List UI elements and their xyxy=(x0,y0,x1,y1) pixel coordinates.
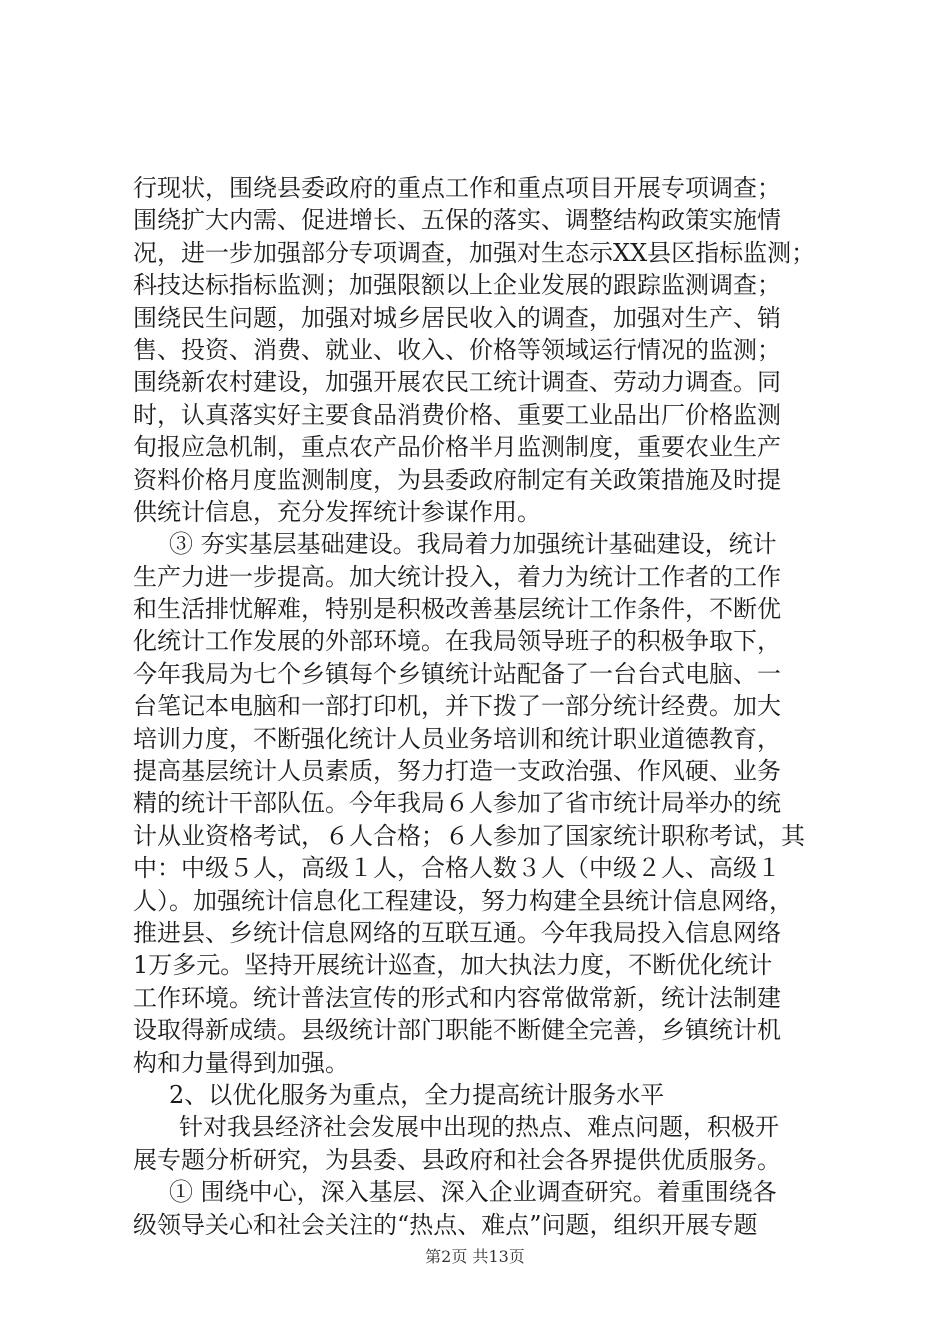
text-line: 围绕民生问题，加强对城乡居民收入的调查，加强对生产、销 xyxy=(133,303,781,332)
text-line: 科技达标指标监测；加强限额以上企业发展的跟踪监测调查； xyxy=(133,271,781,300)
text-line: 围绕扩大内需、促进增长、五保的落实、调整结构政策实施情 xyxy=(133,206,781,235)
text-line: 1万多元。坚持开展统计巡查，加大执法力度，不断优化统计 xyxy=(133,951,773,980)
page-footer: 第2页 共13页 xyxy=(425,1247,525,1266)
text-line: 况，进一步加强部分专项调查，加强对生态示XX县区指标监测； xyxy=(133,238,816,267)
text-line: 生产力进一步提高。加大统计投入，着力为统计工作者的工作 xyxy=(133,562,781,591)
text-line: 构和力量得到加强。 xyxy=(133,1048,349,1077)
paragraph-start-line: ③ 夯实基层基础建设。我局着力加强统计基础建设，统计 xyxy=(169,530,777,559)
text-line: 中：中级５人，高级１人，合格人数３人（中级２人、高级１ xyxy=(133,854,781,883)
text-line: 精的统计干部队伍。今年我局６人参加了省市统计局举办的统 xyxy=(133,789,781,818)
text-line: 提高基层统计人员素质，努力打造一支政治强、作风硬、业务 xyxy=(133,757,781,786)
text-line: 台笔记本电脑和一部打印机，并下拨了一部分统计经费。加大 xyxy=(133,692,781,721)
text-line: 围绕新农村建设，加强开展农民工统计调查、劳动力调查。同 xyxy=(133,368,781,397)
text-line: 人）。加强统计信息化工程建设，努力构建全县统计信息网络， xyxy=(133,886,793,915)
text-line: 计从业资格考试，６人合格；６人参加了国家统计职称考试，其 xyxy=(133,821,805,850)
text-line: 资料价格月度监测制度，为县委政府制定有关政策措施及时提 xyxy=(133,465,781,494)
text-line: 培训力度，不断强化统计人员业务培训和统计职业道德教育， xyxy=(133,724,781,753)
paragraph-start-line: 针对我县经济社会发展中出现的热点、难点问题，积极开 xyxy=(179,1113,779,1142)
text-line: 行现状，围绕县委政府的重点工作和重点项目开展专项调查； xyxy=(133,174,781,202)
section-heading: 2、以优化服务为重点，全力提高统计服务水平 xyxy=(169,1080,665,1109)
text-line: 级领导关心和社会关注的“热点、难点”问题，组织开展专题 xyxy=(133,1210,758,1239)
text-line: 售、投资、消费、就业、收入、价格等领域运行情况的监测； xyxy=(133,335,781,364)
text-line: 推进县、乡统计信息网络的互联互通。今年我局投入信息网络 xyxy=(133,918,781,947)
text-line: 展专题分析研究，为县委、县政府和社会各界提供优质服务。 xyxy=(133,1145,781,1174)
text-line: 供统计信息，充分发挥统计参谋作用。 xyxy=(133,497,541,526)
text-line: 旬报应急机制，重点农产品价格半月监测制度，重要农业生产 xyxy=(133,433,781,462)
text-line: 工作环境。统计普法宣传的形式和内容常做常新，统计法制建 xyxy=(133,983,781,1012)
paragraph-start-line: ① 围绕中心，深入基层、深入企业调查研究。着重围绕各 xyxy=(169,1178,777,1207)
text-line: 今年我局为七个乡镇每个乡镇统计站配备了一台台式电脑、一 xyxy=(133,659,781,688)
text-line: 化统计工作发展的外部环境。在我局领导班子的积极争取下， xyxy=(133,627,781,656)
text-line: 和生活排忧解难，特别是积极改善基层统计工作条件，不断优 xyxy=(133,595,781,624)
text-line: 设取得新成绩。县级统计部门职能不断健全完善，乡镇统计机 xyxy=(133,1016,781,1045)
text-line: 时，认真落实好主要食品消费价格、重要工业品出厂价格监测 xyxy=(133,400,781,429)
document-body xyxy=(133,172,843,1241)
